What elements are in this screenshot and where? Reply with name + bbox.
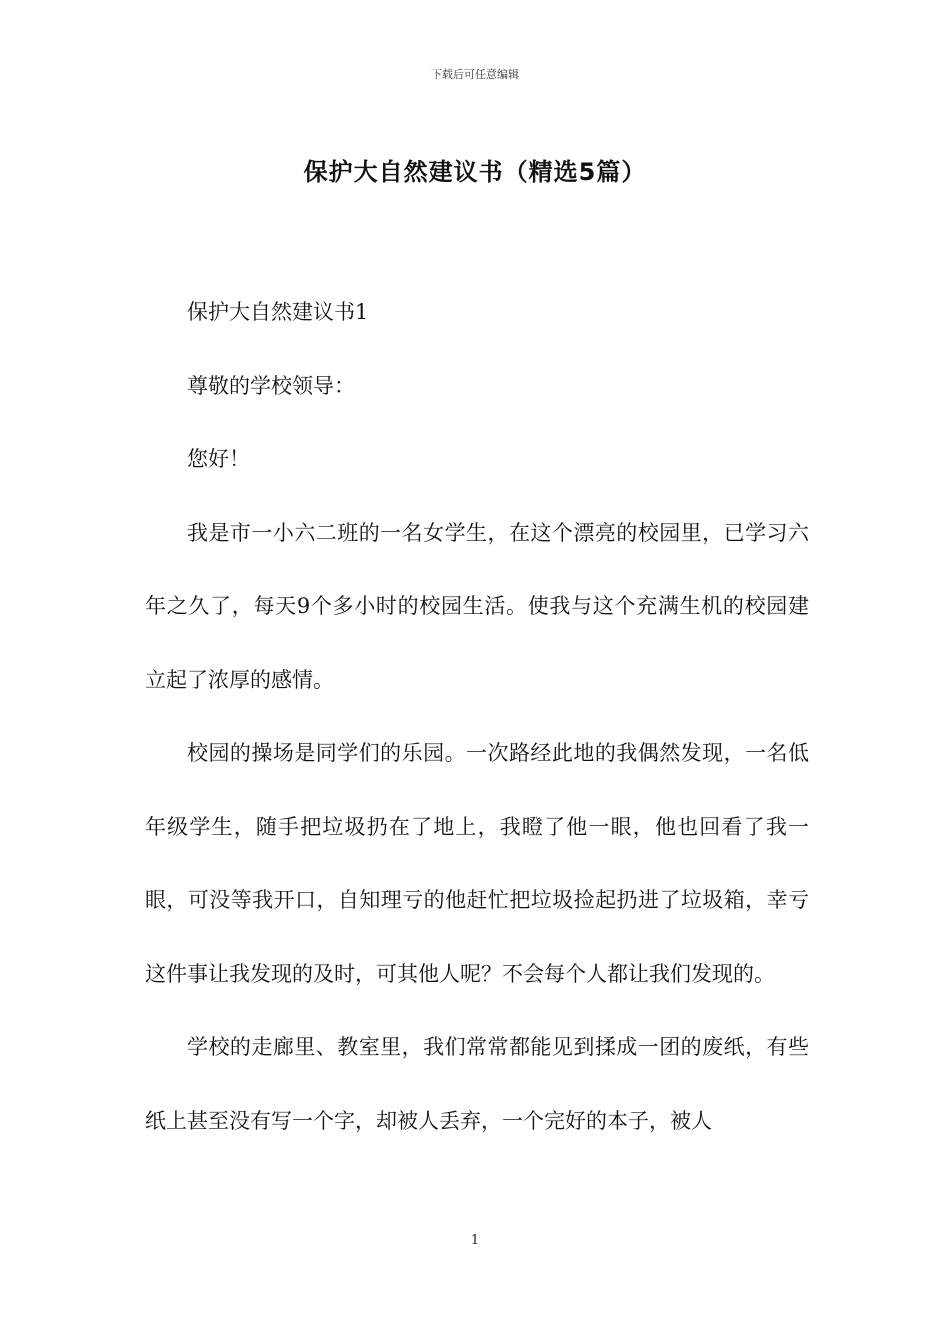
document-body [145,276,809,1158]
salutation: 尊敬的学校领导： [187,373,355,398]
body-paragraph: 校园的操场是同学们的乐园。一次路经此地的我偶然发现，一名低年级学生，随手把垃圾扔在了地上，我瞪了他一眼，他也回看了我一眼，可没等我开口，自知理亏的他赶忙把垃圾捡起扔进了垃圾箱，幸亏这件事让我发现的及时，可其他人呢？不会每个人都让我们发现的。 [145,741,809,986]
document-title: 保护大自然建议书（精选5篇） [303,158,647,186]
header-note: 下载后可任意编辑 [431,68,519,81]
page-number: 1 [470,1233,480,1248]
greeting: 您好！ [187,447,250,471]
body-paragraph: 学校的走廊里、教室里，我们常常都能见到揉成一团的废纸，有些纸上甚至没有写一个字，却被人丢弃，一个完好的本子，被人 [145,1035,809,1133]
body-paragraph: 我是市一小六二班的一名女学生，在这个漂亮的校园里，已学习六年之久了，每天9个多小时的校园生活。使我与这个充满生机的校园建立起了浓厚的感情。 [145,520,809,692]
section-heading: 保护大自然建议书1 [187,300,369,324]
